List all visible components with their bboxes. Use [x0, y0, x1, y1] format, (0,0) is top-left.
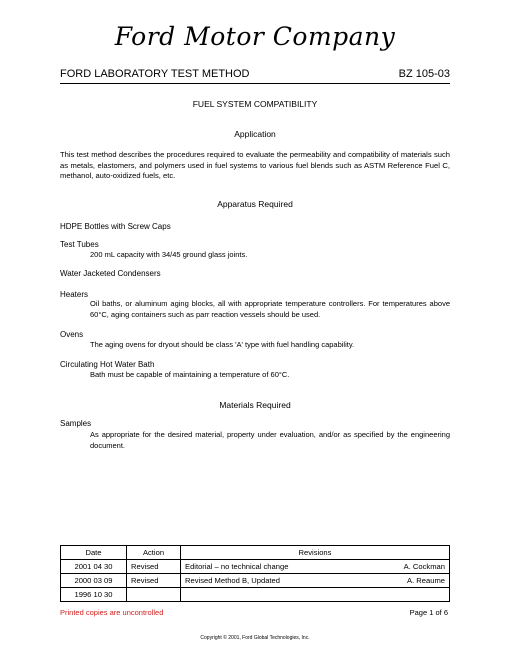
apparatus-detail-test-tubes: 200 mL capacity with 34/45 ground glass joints.: [90, 250, 248, 259]
copyright-notice: Copyright © 2001, Ford Global Technologies, Inc.: [200, 635, 310, 641]
apparatus-detail-heaters: Oil baths, or aluminum aging blocks, all with appropriate temperature controllers. For temperatures above 60°C, aging containers such as parr reaction vessels should be used.: [90, 299, 450, 319]
header-rule: [60, 83, 450, 84]
document-type: FORD LABORATORY TEST METHOD: [60, 68, 250, 80]
col-header-action: Action: [127, 546, 181, 560]
revisions-table: [60, 545, 450, 602]
revision-action: Revised: [127, 574, 181, 588]
materials-detail-samples: As appropriate for the desired material, property under evaluation, and/or as specified by the engineering document.: [90, 430, 450, 450]
materials-item-samples: Samples: [60, 419, 92, 428]
apparatus-item-test-tubes: Test Tubes: [60, 240, 99, 249]
document-title: FUEL SYSTEM COMPATIBILITY: [192, 99, 318, 109]
revision-date: 2001 04 30: [61, 560, 127, 574]
apparatus-item-heaters: Heaters: [60, 290, 89, 299]
revision-action: Revised: [127, 560, 181, 574]
page-number: Page 1 of 6: [409, 608, 448, 617]
revision-desc-cell: [181, 574, 450, 588]
table-row: [61, 574, 450, 588]
revision-desc-cell: [181, 588, 450, 602]
revision-desc: Revised Method B, Updated: [185, 576, 280, 585]
apparatus-item-ovens: Ovens: [60, 330, 84, 339]
apparatus-item-bottles: HDPE Bottles with Screw Caps: [60, 222, 171, 231]
apparatus-detail-water-bath: Bath must be capable of maintaining a temperature of 60°C.: [90, 370, 290, 379]
revision-desc-cell: [181, 560, 450, 574]
apparatus-item-water-bath: Circulating Hot Water Bath: [60, 360, 155, 369]
table-row: [61, 588, 450, 602]
application-text: This test method describes the procedures required to evaluate the permeability and compatibility of materials such as metals, elastomers, and polymers used in fuel systems to various fuel blends such as ASTM Reference Fuel C, methanol, auto-oxidized fuels, etc.: [60, 150, 450, 180]
col-header-date: Date: [61, 546, 127, 560]
revision-date: 2000 03 09: [61, 574, 127, 588]
uncontrolled-notice: Printed copies are uncontrolled: [60, 608, 164, 617]
apparatus-detail-ovens: The aging ovens for dryout should be class 'A' type with fuel handling capability.: [90, 340, 355, 349]
table-row: [61, 560, 450, 574]
materials-heading: Materials Required: [219, 400, 291, 410]
application-heading: Application: [234, 129, 276, 139]
revision-date: 1996 10 30: [61, 588, 127, 602]
ford-logo: Ford Motor Company: [114, 22, 396, 51]
apparatus-heading: Apparatus Required: [217, 199, 293, 209]
revision-author: A. Reaume: [407, 576, 445, 585]
document-number: BZ 105-03: [398, 68, 450, 80]
revision-author: A. Cockman: [403, 562, 445, 571]
col-header-revisions: Revisions: [181, 546, 450, 560]
revision-action: [127, 588, 181, 602]
apparatus-item-condensers: Water Jacketed Condensers: [60, 269, 161, 278]
revisions-header-row: [61, 546, 450, 560]
revision-desc: Editorial – no technical change: [185, 562, 289, 571]
